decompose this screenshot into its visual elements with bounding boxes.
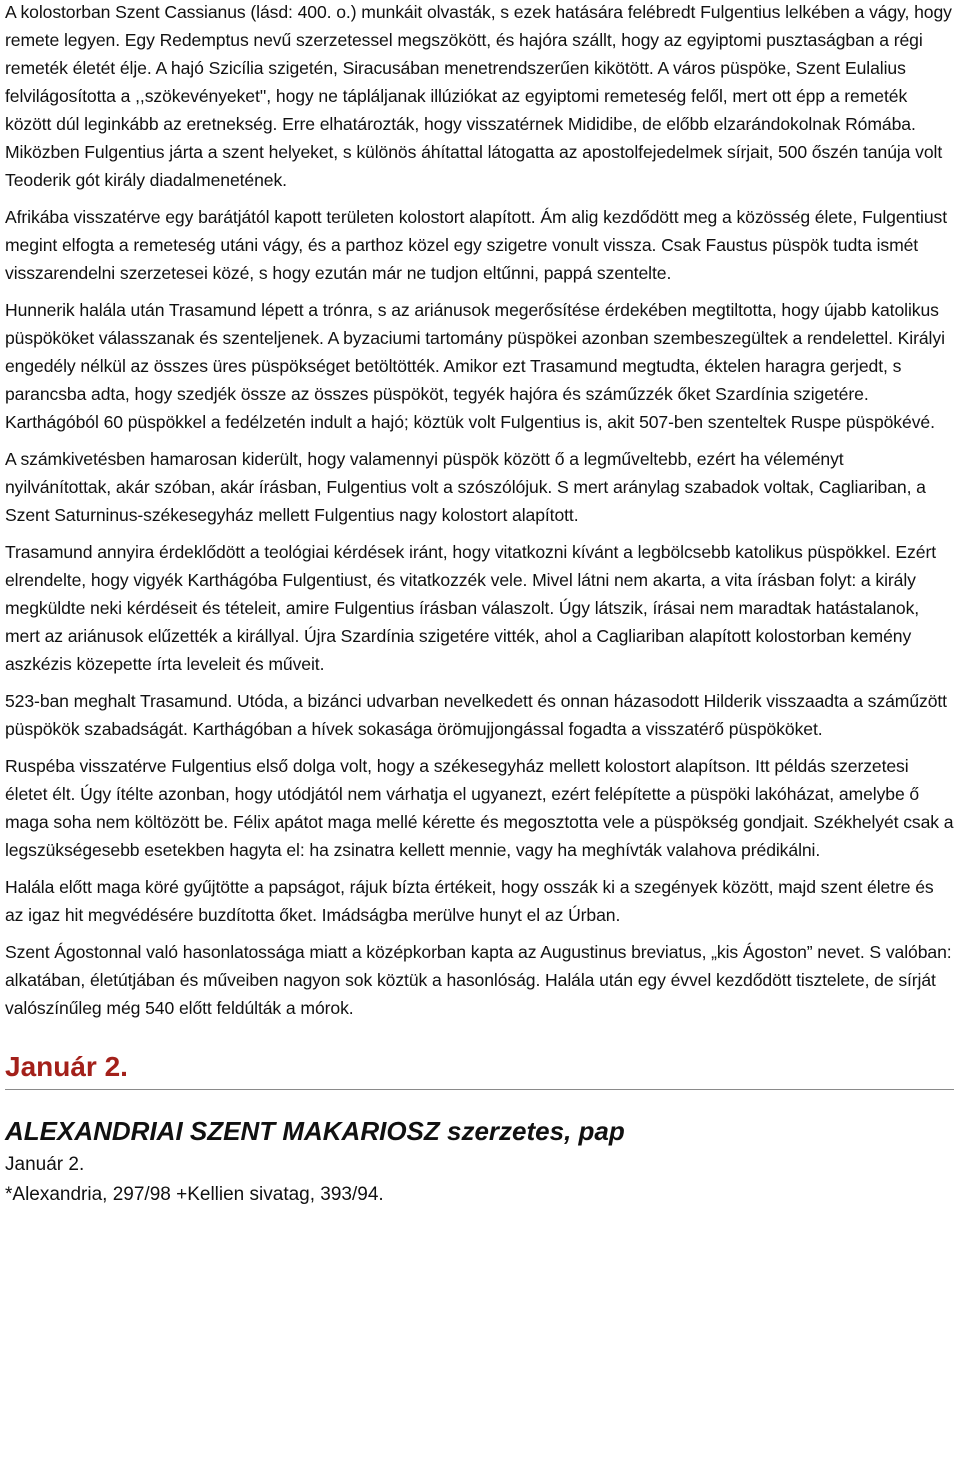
- paragraph-agoston: Szent Ágostonnal való hasonlatossága miatt a középkorban kapta az Augustinus breviatus, „kis Ágoston” nevet. S valóban: alkatában, életútjában és műveiben nagyon sok köztük a hasonlóság. Halála után egy évvel kezdődött tisztelete, de sírját valószínűleg még 540 előtt feldúlták a mórok.: [5, 942, 952, 1018]
- life-dates: *Alexandria, 297/98 +Kellien sivatag, 393/94.: [5, 1184, 384, 1205]
- paragraph-hunnerik: Hunnerik halála után Trasamund lépett a trónra, s az ariánusok megerősítése érdekében megtiltotta, hogy újabb katolikus püspököket válasszanak és szenteljenek. A byzaciumi tartomány püspökei azonban szembeszegültek a rendelettel. Királyi engedély nélkül az összes üres püspökséget betöltötték. Amikor ezt Trasamund megtudta, éktelen haragra gerjedt, s parancsba adta, hogy szedjék össze az összes püspököt, tegyék hajóra és száműzzék őket Szardínia szigetére. Karthágóból 60 püspökkel a fedélzetén indult a hajó; köztük volt Fulgentius is, akit 507-ben szenteltek Ruspe püspökévé.: [5, 300, 945, 432]
- paragraph-trasamund-vita: Trasamund annyira érdeklődött a teológiai kérdések iránt, hogy vitatkozni kívánt a legbölcsebb katolikus püspökkel. Ezért elrendelte, hogy vigyék Karthágóba Fulgentiust, és vitatkozzék vele. Mivel látni nem akarta, a vita írásban folyt: a király megküldte neki kérdéseit és tételeit, amire Fulgentius írásban válaszolt. Úgy látszik, írásai nem maradtak hatástalanok, mert az ariánusok elűzették a királlyal. Újra Szardínia szigetére vitték, ahol a Cagliariban alapított kolostorban kemény aszkézis közepette írta leveleit és műveit.: [5, 542, 936, 674]
- paragraph-cassianus: A kolostorban Szent Cassianus (lásd: 400. o.) munkáit olvasták, s ezek hatására felébredt Fulgentius lelkében a vágy, hogy remete legyen. Egy Redemptus nevű szerzetessel megszökött, és hajóra szállt, hogy az egyiptomi pusztaságban a régi remeték életét élje. A hajó Szicília szigetén, Siracusában menetrendszerűen kikötött. A város püspöke, Szent Eulalius felvilágosította a ,,szökevényeket'', hogy ne tápláljanak illúziókat az egyiptomi remeteség felől, mert ott épp a remeték között dúl leginkább az eretnekség. Erre elhatározták, hogy visszatérnek Mididibe, de előbb elzarándokolnak Rómába. Miközben Fulgentius járta a szent helyeket, s különös áhítattal látogatta az apostolfejedelmek sírjait, 500 őszén tanúja volt Teoderik gót király diadalmenetének.: [5, 2, 952, 190]
- paragraph-afrika: Afrikába visszatérve egy barátjától kapott területen kolostort alapított. Ám alig kezdődött meg a közösség élete, Fulgentiust megint elfogta a remeteség utáni vágy, és a parthoz közel egy szigetre vonult vissza. Csak Faustus püspök tudta ismét visszarendelni szerzetesei közé, s hogy ezután már ne tudjon eltűnni, pappá szentelte.: [5, 207, 947, 283]
- date-heading: Január 2.: [5, 1049, 954, 1090]
- feast-date: Január 2.: [5, 1154, 85, 1175]
- paragraph-ruspe: Ruspéba visszatérve Fulgentius első dolga volt, hogy a székesegyház mellett kolostort alapítson. Itt példás szerzetesi életet élt. Úgy ítélte azonban, hogy utódjától nem várhatja el ugyanezt, ezért felépítette a püspöki lakóházat, amelybe ő maga soha nem költözött be. Félix apátot maga mellé kérette és megosztotta vele a püspökség gondjait. Székhelyét csak a legszükségesebb esetekben hagyta el: ha zsinatra kellett mennie, vagy ha meghívták valahova prédikálni.: [5, 756, 954, 860]
- saint-title: ALEXANDRIAI SZENT MAKARIOSZ szerzetes, pap: [5, 1116, 625, 1146]
- paragraph-hilderik: 523-ban meghalt Trasamund. Utóda, a bizánci udvarban nevelkedett és onnan házasodott Hilderik visszaadta a száműzött püspökök szabadságát. Karthágóban a hívek sokasága örömujjongással fogadta a visszatérő püspököket.: [5, 691, 947, 739]
- paragraph-halala: Halála előtt maga köré gyűjtötte a papságot, rájuk bízta értékeit, hogy osszák ki a szegények között, majd szent életre és az igaz hit megvédésére buzdította őket. Imádságba merülve hunyt el az Úrban.: [5, 877, 934, 925]
- paragraph-szamkivetes: A számkivetésben hamarosan kiderült, hogy valamennyi püspök között ő a legműveltebb, ezért ha véleményt nyilvánítottak, akár szóban, akár írásban, Fulgentius volt a szószólójuk. S mert aránylag szabadok voltak, Cagliariban, a Szent Saturninus-székesegyház mellett Fulgentius nagy kolostort alapított.: [5, 449, 926, 525]
